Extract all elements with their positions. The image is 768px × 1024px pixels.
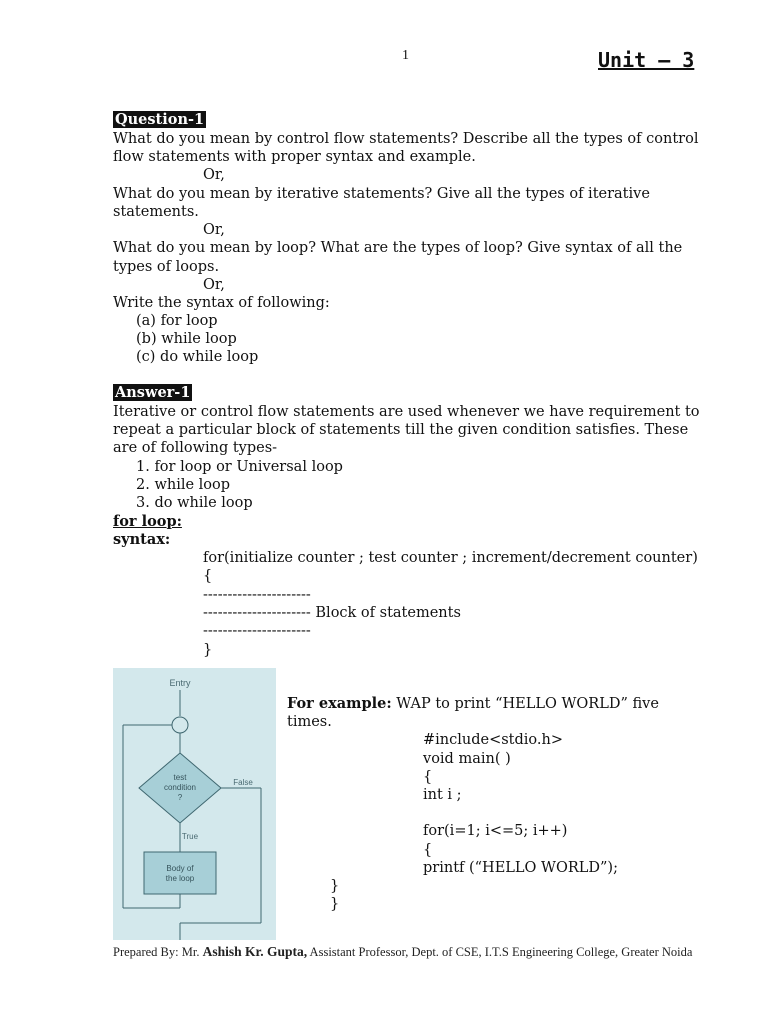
question-line: flow statements with proper syntax and example.: [113, 149, 476, 165]
syntax-heading: syntax:: [113, 531, 171, 548]
syntax-line: ----------------------: [203, 623, 311, 639]
for-loop-flowchart-image: [113, 668, 276, 940]
code-closing-brace: }: [330, 878, 340, 894]
true-label: True: [181, 832, 199, 841]
syntax-line: {: [203, 568, 213, 584]
false-label: False: [233, 778, 253, 787]
answer-line: repeat a particular block of statements till the given condition satisfies. These: [113, 422, 689, 438]
question-subitem: (a) for loop: [136, 313, 218, 329]
code-line: printf (“HELLO WORLD”);: [423, 860, 618, 876]
example-text: WAP to print “HELLO WORLD” five: [391, 696, 659, 712]
unit-title: Unit – 3: [598, 48, 695, 72]
question-line: statements.: [113, 204, 199, 220]
syntax-line: for(initialize counter ; test counter ; increment/decrement counter): [203, 550, 698, 566]
syntax-line: ---------------------- Block of statements: [203, 605, 461, 621]
answer-line: Iterative or control flow statements are used whenever we have requirement to: [113, 404, 700, 420]
question-line: Write the syntax of following:: [113, 295, 330, 311]
loop-type-item: 3. do while loop: [136, 495, 253, 511]
question-line: What do you mean by loop? What are the types of loop? Give syntax of all the: [113, 240, 683, 256]
answer-line: are of following types-: [113, 440, 278, 456]
question-line: What do you mean by iterative statements? Give all the types of iterative: [113, 186, 650, 202]
loop-body-text: the loop: [165, 874, 195, 883]
question-line: What do you mean by control flow statements? Describe all the types of control: [113, 131, 699, 147]
condition-text: test: [173, 773, 187, 782]
example-line: [287, 695, 659, 713]
question-subitem: (b) while loop: [136, 331, 237, 347]
code-line: for(i=1; i<=5; i++): [423, 823, 568, 839]
question-line: types of loops.: [113, 259, 220, 275]
page-number: 1: [402, 48, 409, 63]
example-line: times.: [287, 714, 332, 730]
loop-body-text: Body of: [166, 864, 194, 873]
syntax-line: ----------------------: [203, 587, 311, 603]
question-or: Or,: [203, 167, 225, 183]
flowchart-entry-label: Entry: [169, 678, 191, 688]
code-line: {: [423, 842, 433, 858]
footer-prefix: Prepared By: Mr.: [113, 945, 203, 959]
for-loop-heading: for loop:: [113, 513, 182, 530]
example-label: For example:: [287, 695, 392, 712]
code-line: {: [423, 769, 433, 785]
question-label-row: [113, 111, 206, 129]
answer-label: Answer-1: [115, 384, 191, 401]
loop-type-item: 1. for loop or Universal loop: [136, 459, 343, 475]
footer: [113, 944, 692, 960]
loop-type-item: 2. while loop: [136, 477, 231, 493]
question-label: Question-1: [115, 111, 205, 128]
code-line: #include<stdio.h>: [423, 732, 563, 748]
author-name: Ashish Kr. Gupta,: [202, 944, 308, 959]
condition-text: condition: [163, 783, 197, 792]
code-line: void main( ): [423, 751, 511, 767]
condition-text: ?: [177, 793, 183, 802]
syntax-line: }: [203, 642, 213, 658]
answer-label-row: [113, 384, 192, 402]
question-or: Or,: [203, 222, 225, 238]
footer-suffix: Assistant Professor, Dept. of CSE, I.T.S Engineering College, Greater Noida: [307, 945, 693, 959]
loop-body-box: [144, 852, 216, 894]
question-subitem: (c) do while loop: [136, 349, 259, 365]
code-closing-brace: }: [330, 896, 340, 912]
code-line: int i ;: [423, 787, 462, 803]
question-or: Or,: [203, 277, 225, 293]
